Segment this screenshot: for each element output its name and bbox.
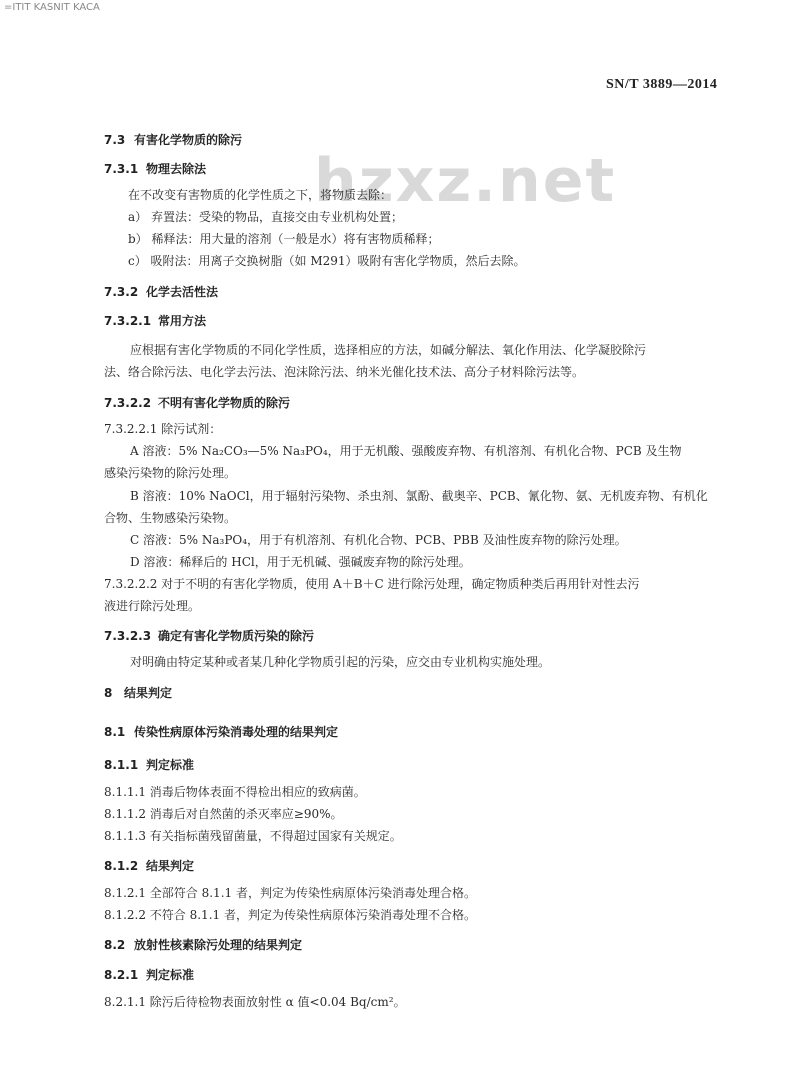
clause-8-1-2-2: 8.1.2.2 不符合 8.1.1 者，判定为传染性病原体污染消毒处理不合格。: [104, 908, 476, 922]
heading-number: 8: [104, 686, 113, 700]
heading-number: 7.3.1: [104, 162, 139, 176]
paragraph-intro: 在不改变有害物质的化学性质之下，将物质去除：: [128, 188, 393, 202]
solution-b-line1: B 溶液：10% NaOCl，用于辐射污染物、杀虫剂、氯酚、截奥辛、PCB、氰化物、氨、无机废弃物、有机化: [130, 489, 708, 503]
heading-8-1-1: [104, 756, 194, 773]
clause-8-1-1-1: 8.1.1.1 消毒后物体表面不得检出相应的致病菌。: [104, 785, 366, 799]
paragraph-common-line1: 应根据有害化学物质的不同化学性质，选择相应的方法，如碱分解法、氧化作用法、化学凝胶除污: [130, 343, 647, 357]
list-item-c: c） 吸附法：用离子交换树脂（如 M291）吸附有害化学物质，然后去除。: [128, 254, 526, 268]
heading-title: 判定标准: [146, 968, 195, 982]
heading-title: 放射性核素除污处理的结果判定: [134, 938, 303, 952]
heading-8: [104, 684, 172, 701]
heading-number: 7.3.2.2: [104, 396, 152, 410]
heading-title: 有害化学物质的除污: [134, 133, 243, 147]
heading-number: 8.1: [104, 725, 126, 739]
heading-title: 物理去除法: [146, 162, 207, 176]
clause-8-1-1-2: 8.1.1.2 消毒后对自然菌的杀灭率应≥90%。: [104, 807, 343, 821]
list-item-a: a） 弃置法：受染的物品，直接交由专业机构处置；: [128, 210, 403, 224]
solution-a-line2: 感染污染物的除污处理。: [104, 466, 237, 480]
heading-number: 8.1.1: [104, 758, 139, 772]
heading-title: 化学去活性法: [146, 285, 219, 299]
heading-number: 7.3.2.1: [104, 314, 152, 328]
corner-scan-text: =ITIT KASNIT KACA: [4, 2, 100, 13]
heading-title: 不明有害化学物质的除污: [158, 396, 291, 410]
heading-number: 8.1.2: [104, 859, 139, 873]
heading-number: 7.3.2.3: [104, 629, 152, 643]
heading-title: 常用方法: [158, 314, 207, 328]
clause-7-3-2-2-2-line2: 液进行除污处理。: [104, 599, 201, 613]
heading-7-3: [104, 131, 242, 148]
clause-7-3-2-2-1: 7.3.2.2.1 除污试剂：: [104, 422, 222, 436]
heading-title: 判定标准: [146, 758, 195, 772]
heading-number: 8.2.1: [104, 968, 139, 982]
solution-d: D 溶液：稀释后的 HCl，用于无机碱、强碱废弃物的除污处理。: [130, 555, 471, 569]
clause-8-1-1-3: 8.1.1.3 有关指标菌残留菌量，不得超过国家有关规定。: [104, 829, 402, 843]
solution-a-line1: A 溶液：5% Na₂CO₃—5% Na₃PO₄，用于无机酸、强酸废弃物、有机溶剂、有机化合物、PCB 及生物: [130, 444, 682, 458]
heading-number: 7.3.2: [104, 285, 139, 299]
heading-7-3-2-1: [104, 312, 206, 329]
heading-7-3-2-2: [104, 394, 290, 411]
watermark: hzxz.net: [314, 146, 617, 216]
solution-c: C 溶液：5% Na₃PO₄，用于有机溶剂、有机化合物、PCB、PBB 及油性废弃物的除污处理。: [130, 533, 627, 547]
heading-8-2: [104, 936, 302, 953]
document-code: SN/T 3889—2014: [606, 77, 718, 92]
heading-title: 结果判定: [124, 686, 173, 700]
clause-8-1-2-1: 8.1.2.1 全部符合 8.1.1 者，判定为传染性病原体污染消毒处理合格。: [104, 886, 476, 900]
heading-number: 8.2: [104, 938, 126, 952]
heading-number: 7.3: [104, 133, 126, 147]
heading-7-3-2-3: [104, 627, 314, 644]
heading-title: 传染性病原体污染消毒处理的结果判定: [134, 725, 339, 739]
heading-title: 确定有害化学物质污染的除污: [158, 629, 315, 643]
heading-7-3-2: [104, 283, 218, 300]
clause-8-2-1-1: 8.2.1.1 除污后待检物表面放射性 α 值<0.04 Bq/cm²。: [104, 995, 406, 1009]
heading-8-2-1: [104, 966, 194, 983]
heading-title: 结果判定: [146, 859, 195, 873]
heading-7-3-1: [104, 160, 206, 177]
paragraph-common-line2: 法、络合除污法、电化学去污法、泡沫除污法、纳米光催化技术法、高分子材料除污法等。: [104, 365, 585, 379]
list-item-b: b） 稀释法：用大量的溶剂（一般是水）将有害物质稀释；: [128, 232, 440, 246]
heading-8-1-2: [104, 857, 194, 874]
solution-b-line2: 合物、生物感染污染物。: [104, 511, 237, 525]
clause-7-3-2-2-2-line1: 7.3.2.2.2 对于不明的有害化学物质，使用 A＋B＋C 进行除污处理，确定物质种类后再用针对性去污: [104, 577, 640, 591]
heading-8-1: [104, 723, 338, 740]
paragraph-7-3-2-3: 对明确由特定某种或者某几种化学物质引起的污染，应交由专业机构实施处理。: [130, 655, 551, 669]
